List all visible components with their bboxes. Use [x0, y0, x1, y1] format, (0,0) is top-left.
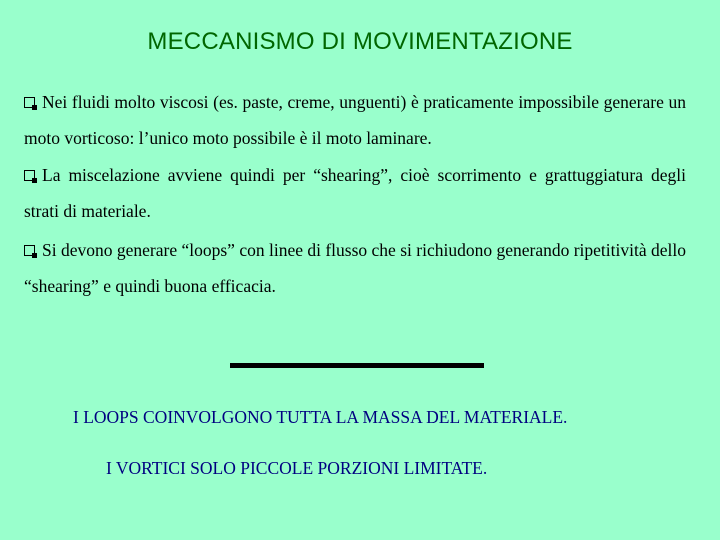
slide-title: MECCANISMO DI MOVIMENTAZIONE [147, 28, 573, 55]
bullet-text: Nei fluidi molto viscosi (es. paste, creme, unguenti) è praticamente impossibile generare un moto vorticoso: l’unico moto possibile è il moto laminare. [24, 92, 686, 148]
bullet-item [24, 232, 686, 304]
note-loops: I LOOPS COINVOLGONO TUTTA LA MASSA DEL MATERIALE. [73, 407, 568, 427]
bullet-item [24, 84, 686, 156]
square-bullet-icon [24, 97, 35, 108]
bullet-text: La miscelazione avviene quindi per “shearing”, cioè scorrimento e grattuggiatura degli strati di materiale. [24, 165, 686, 221]
horizontal-divider [230, 363, 484, 368]
note-vortices: I VORTICI SOLO PICCOLE PORZIONI LIMITATE. [106, 458, 488, 478]
square-bullet-icon [24, 245, 35, 256]
bullet-text: Si devono generare “loops” con linee di flusso che si richiudono generando ripetitività dello “shearing” e quindi buona efficacia. [24, 240, 686, 296]
square-bullet-icon [24, 170, 35, 181]
bullet-item [24, 157, 686, 229]
